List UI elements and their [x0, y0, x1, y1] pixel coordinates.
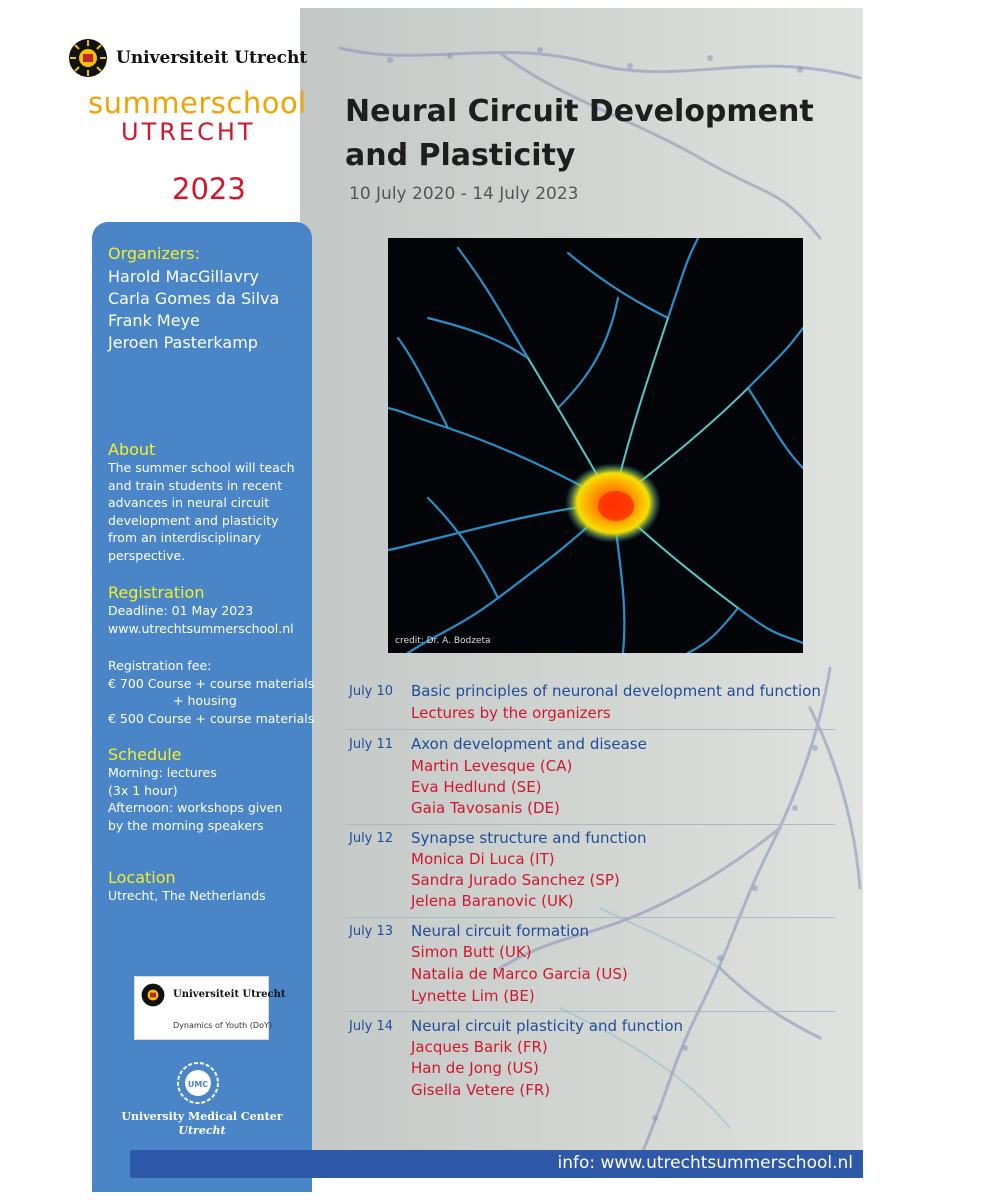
university-logo: [68, 38, 307, 78]
about-heading: About: [108, 440, 156, 459]
registration-deadline: Deadline: 01 May 2023: [108, 603, 254, 618]
schedule-speaker: Gaia Tavosanis (DE): [411, 799, 560, 817]
fee-line: Registration fee:: [108, 658, 212, 673]
registration-text: [108, 602, 294, 637]
schedule-divider: [345, 1011, 835, 1012]
brand-word-summer: summer: [88, 86, 211, 120]
schedule-heading: Schedule: [108, 745, 182, 764]
schedule-line: Afternoon: workshops given: [108, 800, 283, 815]
schedule-topic: Synapse structure and function: [411, 829, 647, 847]
title-line-1: Neural Circuit Development: [345, 94, 814, 129]
organizer-item: Jeroen Pasterkamp: [108, 333, 258, 352]
schedule-speaker: Jelena Baranovic (UK): [411, 892, 574, 910]
schedule-topic: Basic principles of neuronal development and function: [411, 682, 821, 700]
schedule-speaker: Simon Butt (UK): [411, 943, 532, 961]
schedule-day: July 12: [349, 831, 394, 846]
about-line: from an interdisciplinary: [108, 530, 261, 545]
fee-line: € 700 Course + course materials: [108, 675, 315, 691]
organizer-item: Harold MacGillavry: [108, 267, 259, 286]
schedule-topic: Neural circuit formation: [411, 922, 589, 940]
schedule-line: by the morning speakers: [108, 817, 264, 833]
neuron-image: [388, 238, 803, 653]
about-line: development and plasticity: [108, 512, 279, 528]
schedule-speaker: Natalia de Marco Garcia (US): [411, 965, 628, 983]
registration-fee: [108, 657, 314, 727]
schedule-divider: [345, 729, 835, 730]
registration-heading: Registration: [108, 583, 205, 602]
summerschool-brand: [88, 86, 307, 120]
doy-subtitle: Dynamics of Youth (DoY): [173, 1021, 272, 1030]
umc-city: Utrecht: [178, 1124, 226, 1137]
university-seal-icon: [68, 38, 108, 78]
schedule-speaker: Martin Levesque (CA): [411, 757, 573, 775]
about-text: [108, 459, 295, 564]
schedule-speaker: Lectures by the organizers: [411, 704, 611, 722]
schedule-text: [108, 764, 282, 834]
brand-city: UTRECHT: [121, 118, 256, 146]
schedule-speaker: Sandra Jurado Sanchez (SP): [411, 871, 620, 889]
fee-line: + housing: [173, 693, 237, 708]
schedule-divider: [345, 917, 835, 918]
year-label: 2023: [172, 172, 246, 206]
schedule-day: July 13: [349, 924, 394, 939]
schedule-speaker: Lynette Lim (BE): [411, 987, 535, 1005]
schedule-line: Morning: lectures: [108, 765, 217, 780]
schedule-speaker: Han de Jong (US): [411, 1059, 539, 1077]
schedule-speaker: Monica Di Luca (IT): [411, 850, 555, 868]
schedule-topic: Neural circuit plasticity and function: [411, 1017, 684, 1035]
umc-logo-icon: [176, 1061, 220, 1105]
umc-badge-text: UMC: [187, 1080, 209, 1089]
university-seal-icon: [141, 983, 165, 1007]
schedule-topic: Axon development and disease: [411, 735, 647, 753]
doy-university-name: Universiteit Utrecht: [173, 989, 286, 1000]
schedule-day: July 14: [349, 1019, 394, 1034]
university-name: Universiteit Utrecht: [116, 48, 308, 68]
schedule-speaker: Eva Hedlund (SE): [411, 778, 542, 796]
schedule-day: July 10: [349, 684, 394, 699]
image-credit: credit: Dr. A. Bodzeta: [395, 636, 491, 646]
schedule-divider: [345, 824, 835, 825]
schedule-speaker: Jacques Barik (FR): [411, 1038, 548, 1056]
location-heading: Location: [108, 868, 176, 887]
about-line: advances in neural circuit: [108, 495, 270, 510]
umc-name: University Medical Center: [121, 1110, 283, 1123]
footer-bar: [130, 1150, 863, 1178]
schedule-day: July 11: [349, 737, 394, 752]
registration-url[interactable]: www.utrechtsummerschool.nl: [108, 620, 294, 636]
schedule-line: (3x 1 hour): [108, 782, 178, 798]
event-dates: 10 July 2020 - 14 July 2023: [349, 184, 579, 204]
schedule-speaker: Gisella Vetere (FR): [411, 1081, 551, 1099]
organizers-heading: Organizers:: [108, 244, 200, 263]
location-text: Utrecht, The Netherlands: [108, 888, 266, 903]
footer-info-link[interactable]: info: www.utrechtsummerschool.nl: [557, 1153, 853, 1173]
about-line: perspective.: [108, 547, 186, 563]
organizer-item: Carla Gomes da Silva: [108, 289, 280, 308]
page-title: [345, 90, 855, 178]
neuron-illustration: [388, 238, 803, 653]
fee-line: € 500 Course + course materials: [108, 710, 315, 726]
about-line: The summer school will teach: [108, 460, 295, 475]
organizer-item: Frank Meye: [108, 311, 200, 330]
doy-logo-box: [134, 976, 286, 1040]
brand-word-school: school: [210, 86, 307, 120]
title-line-2: and Plasticity: [345, 138, 576, 173]
about-line: and train students in recent: [108, 477, 283, 493]
